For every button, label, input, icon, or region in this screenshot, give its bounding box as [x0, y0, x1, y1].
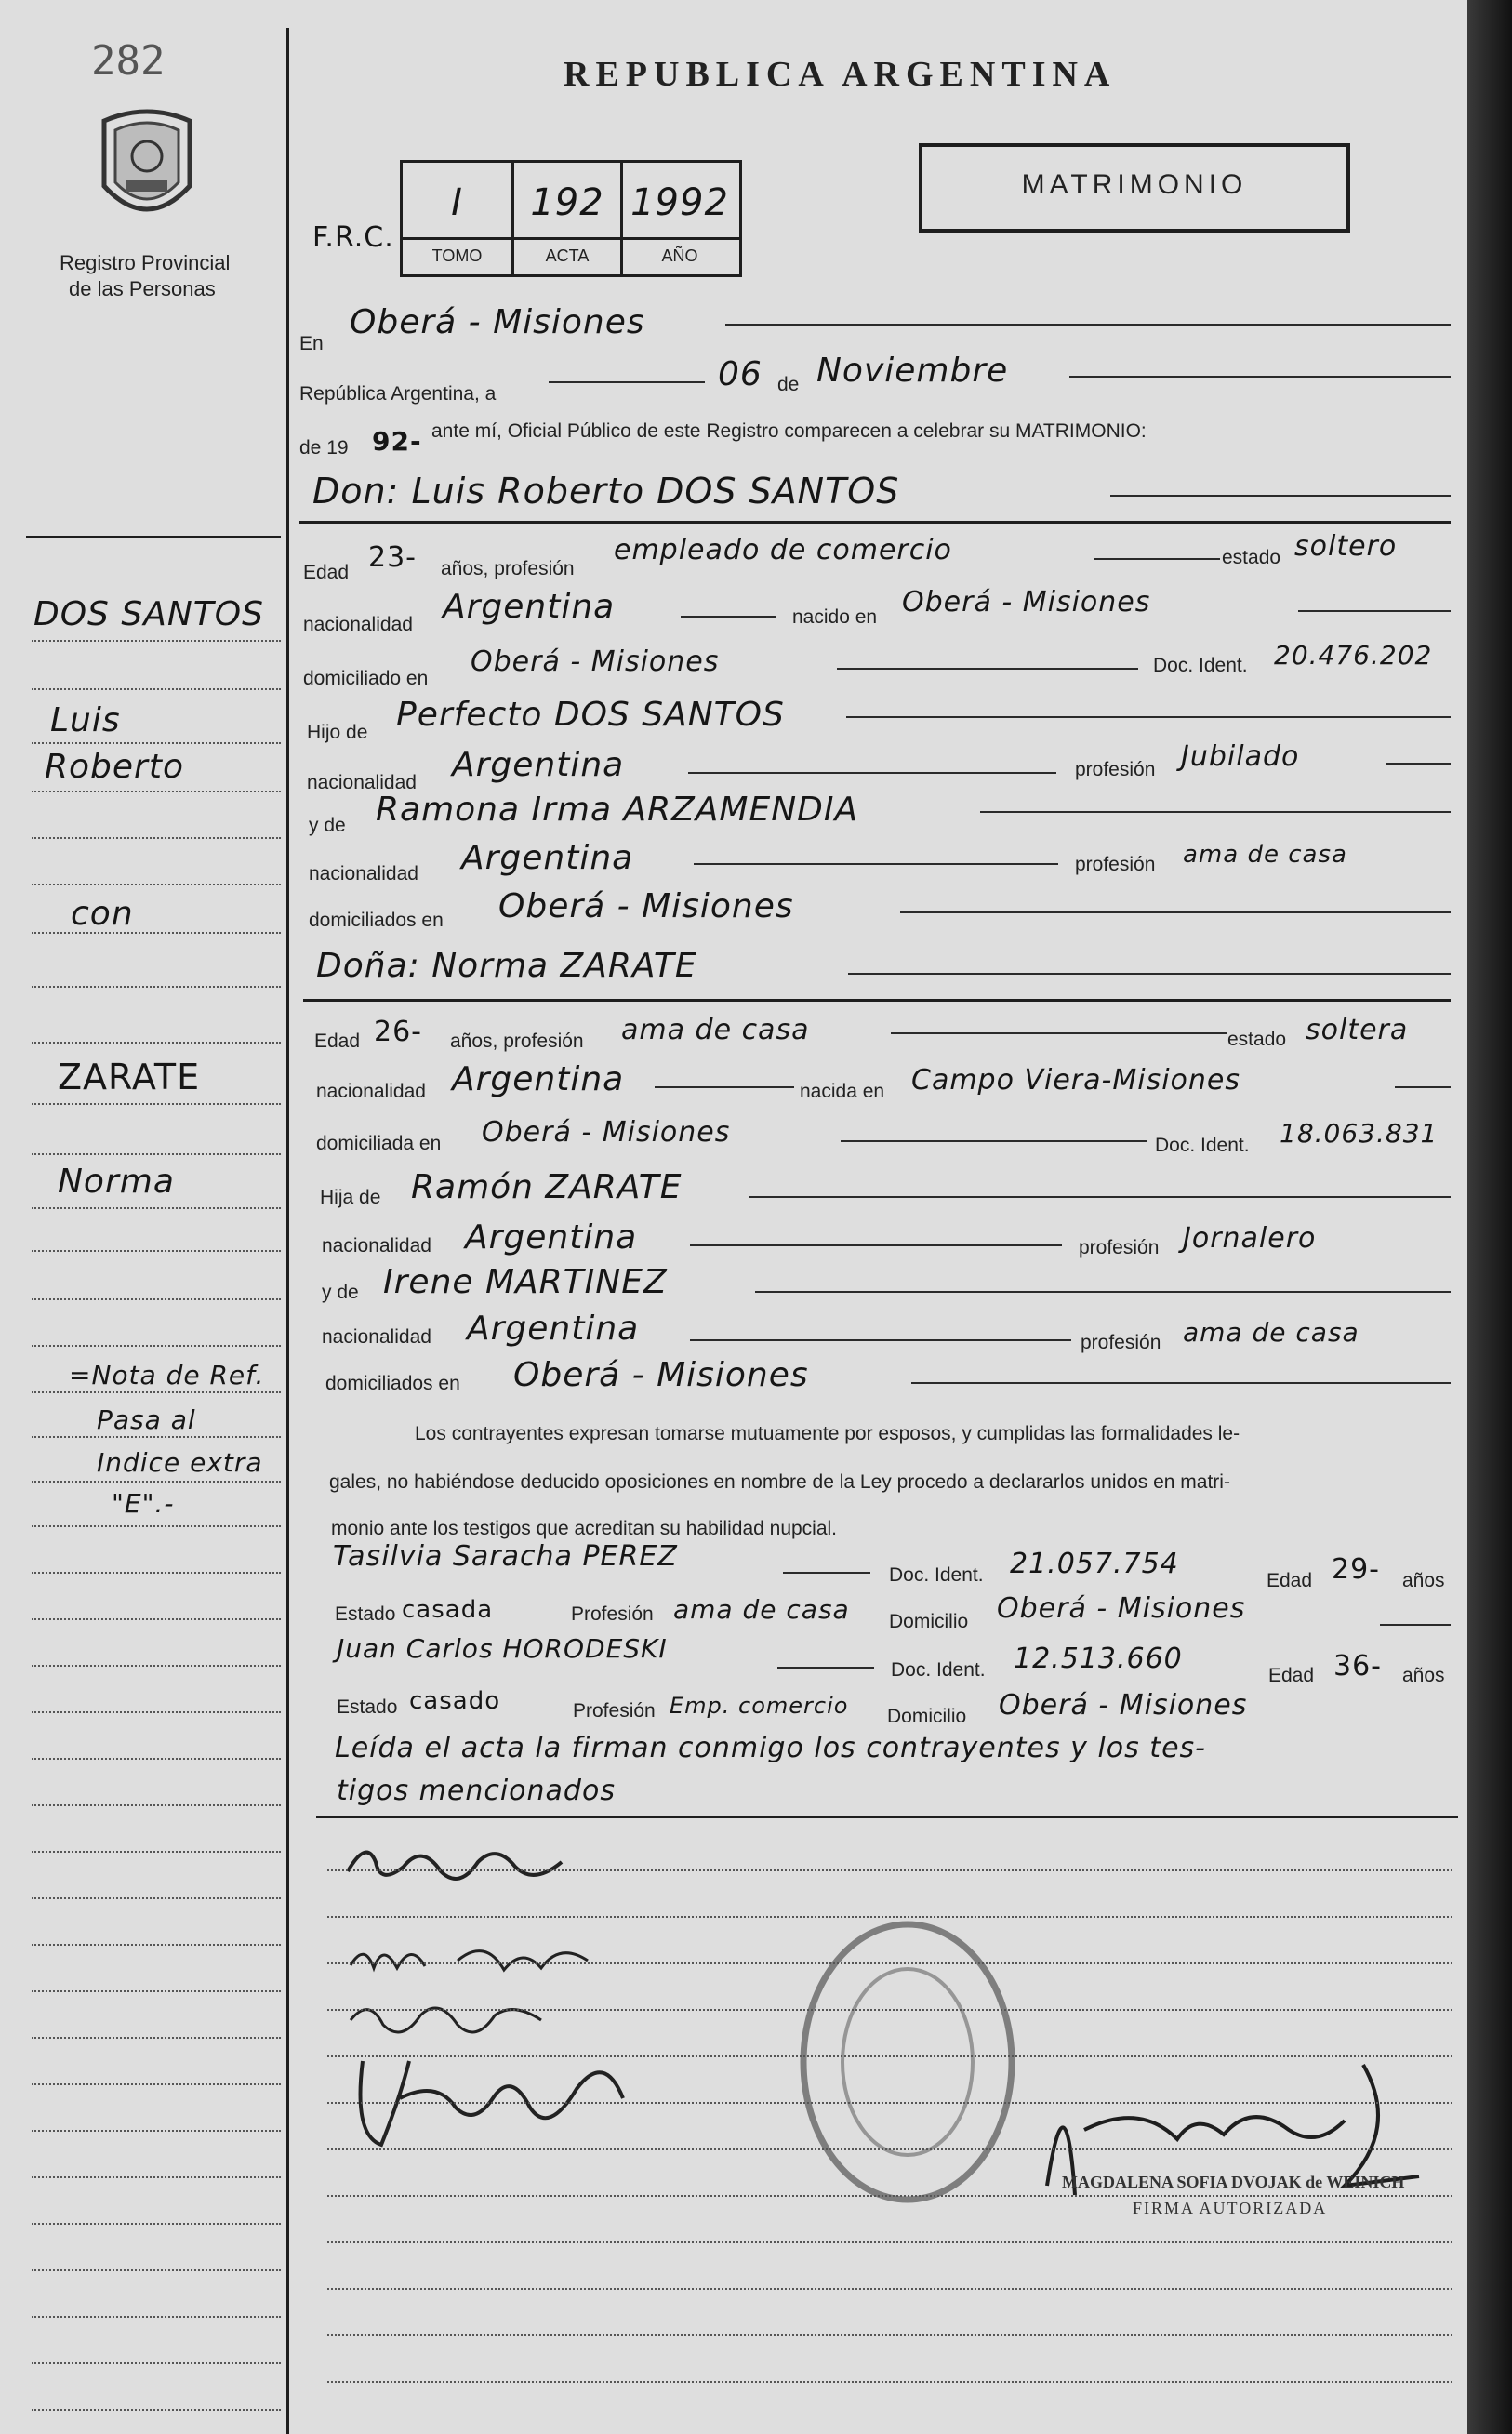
- margin-divider: [286, 28, 289, 2434]
- bride-padres-dom-label: domiciliados en: [325, 1373, 460, 1394]
- republica-label: República Argentina, a: [299, 383, 497, 405]
- registry-name-line2: de las Personas: [69, 277, 216, 300]
- margin-note2: Pasa al: [97, 1404, 196, 1435]
- fill-line: [1069, 376, 1451, 378]
- margin-guide: [32, 791, 281, 792]
- fill-line: [777, 1667, 874, 1669]
- witness2-doc-label: Doc. Ident.: [891, 1659, 986, 1681]
- groom-name: Don: Luis Roberto DOS SANTOS: [312, 471, 900, 512]
- witness2-domicilio-label: Domicilio: [887, 1706, 967, 1727]
- witness2-estado-label: Estado: [337, 1696, 398, 1718]
- page-number: 282: [91, 37, 166, 85]
- ano-label: AÑO: [661, 246, 698, 265]
- signature-guide: [327, 1869, 1452, 1871]
- witness1-profesion-label: Profesión: [571, 1603, 654, 1625]
- fill-line: [846, 716, 1451, 718]
- signature-guide: [327, 1916, 1452, 1918]
- margin-guide: [32, 1391, 281, 1393]
- witness2-profesion-label: Profesión: [573, 1700, 656, 1722]
- margin-guide: [32, 837, 281, 839]
- margin-guide: [32, 1525, 281, 1527]
- margin-guide: [32, 640, 281, 642]
- witness1-anos-label: años: [1402, 1570, 1445, 1591]
- bride-madre-nac-label: nacionalidad: [322, 1326, 431, 1348]
- bride-estado: soltera: [1306, 1014, 1409, 1046]
- bride-profesion: ama de casa: [621, 1014, 810, 1046]
- doc-type-box: [919, 143, 1350, 233]
- bride-nac-label: nacionalidad: [316, 1081, 426, 1102]
- groom-edad-label: Edad: [303, 562, 350, 583]
- margin-guide: [32, 2269, 281, 2271]
- fill-line: [841, 1140, 1147, 1142]
- signature-guide: [327, 2009, 1452, 2011]
- intro-month: Noviembre: [816, 352, 1009, 390]
- section-rule: [303, 999, 1451, 1002]
- bride-nacionalidad: Argentina: [452, 1060, 625, 1098]
- witness1-doc-label: Doc. Ident.: [889, 1564, 984, 1586]
- margin-guide: [32, 688, 281, 690]
- groom-yde-label: y de: [309, 815, 346, 836]
- signature-guide: [327, 2195, 1452, 2197]
- witness1-domicilio: Oberá - Misiones: [997, 1592, 1246, 1625]
- fill-line: [690, 1244, 1062, 1246]
- bride-yde-label: y de: [322, 1282, 359, 1303]
- closing-line2: tigos mencionados: [337, 1775, 616, 1807]
- tomo-acta-ano-table: [400, 160, 742, 277]
- groom-signature-icon: [338, 1834, 571, 1899]
- margin-guide: [32, 1665, 281, 1667]
- witness1-edad-label: Edad: [1267, 1570, 1313, 1591]
- bride-padre-prof: Jornalero: [1183, 1222, 1317, 1255]
- margin-note1: =Nota de Ref.: [69, 1360, 265, 1390]
- bride-madre-prof: ama de casa: [1183, 1317, 1359, 1348]
- groom-padres-dom-label: domiciliados en: [309, 910, 444, 931]
- bride-dom-label: domiciliada en: [316, 1133, 442, 1154]
- bride-padres-dom: Oberá - Misiones: [513, 1356, 809, 1394]
- witness1-doc: 21.057.754: [1010, 1548, 1179, 1580]
- fill-line: [690, 1339, 1071, 1341]
- bride-name: Doña: Norma ZARATE: [316, 947, 697, 985]
- year-suffix: 92-: [372, 426, 422, 457]
- groom-estado: soltero: [1294, 530, 1398, 563]
- fill-line: [848, 973, 1451, 975]
- bride-madre-nac: Argentina: [467, 1310, 640, 1348]
- frc-label: F.R.C.: [312, 221, 394, 254]
- fill-line: [783, 1572, 870, 1574]
- groom-hijo-label: Hijo de: [307, 722, 368, 743]
- margin-guide: [32, 1851, 281, 1853]
- margin-guide: [32, 1345, 281, 1347]
- margin-guide: [32, 1897, 281, 1899]
- groom-domicilio: Oberá - Misiones: [471, 645, 720, 678]
- groom-madre-prof: ama de casa: [1183, 841, 1347, 869]
- fill-line: [694, 863, 1058, 865]
- fill-line: [891, 1032, 1227, 1034]
- bride-hija-label: Hija de: [320, 1187, 381, 1208]
- margin-guide: [32, 1103, 281, 1105]
- acta-label: ACTA: [545, 246, 590, 265]
- groom-padre-prof: Jubilado: [1181, 740, 1300, 773]
- intro-day: 06: [718, 355, 763, 393]
- fill-line: [1386, 763, 1451, 765]
- signature-guide: [327, 2148, 1452, 2150]
- groom-padre-prof-label: profesión: [1075, 759, 1156, 780]
- signature-guide: [327, 2334, 1452, 2336]
- witness1-domicilio-label: Domicilio: [889, 1611, 969, 1632]
- tomo-label: TOMO: [431, 246, 483, 265]
- official-stamp-icon: [796, 1918, 1019, 2206]
- fill-line: [749, 1196, 1451, 1198]
- margin-guide: [32, 1042, 281, 1044]
- fill-line: [837, 668, 1138, 670]
- margin-guide: [32, 1758, 281, 1760]
- fill-line: [755, 1291, 1451, 1293]
- margin-note3: Indice extra: [97, 1447, 263, 1478]
- doc-type-label: MATRIMONIO: [1021, 169, 1248, 200]
- groom-nacido-label: nacido en: [792, 606, 878, 628]
- declaration-line2: gales, no habiéndose deducido oposiciones en nombre de la Ley procedo a declararlos unidos en matri-: [329, 1471, 1230, 1493]
- margin-guide: [32, 1618, 281, 1620]
- fill-line: [549, 381, 705, 383]
- witness1-estado: casada: [402, 1596, 494, 1624]
- margin-note4: "E".-: [112, 1488, 175, 1519]
- fill-line: [1094, 558, 1220, 560]
- bride-estado-label: estado: [1227, 1029, 1287, 1050]
- margin-guide: [32, 2176, 281, 2178]
- bride-doc-label: Doc. Ident.: [1155, 1135, 1250, 1156]
- fill-line: [911, 1382, 1451, 1384]
- fill-line: [725, 324, 1451, 326]
- declaration-line1: Los contrayentes expresan tomarse mutuamente por esposos, y cumplidas las formalidades le-: [415, 1423, 1240, 1444]
- margin-guide: [32, 1298, 281, 1300]
- country-title: REPUBLICA ARGENTINA: [564, 55, 1117, 94]
- acta-value: 192: [530, 181, 604, 224]
- margin-given1b: Roberto: [45, 748, 184, 786]
- margin-guide: [32, 1711, 281, 1713]
- margin-surname2: ZARATE: [58, 1057, 201, 1097]
- bride-signature-icon: [346, 1933, 597, 1988]
- official-title: FIRMA AUTORIZADA: [1133, 2199, 1328, 2217]
- margin-guide: [32, 1990, 281, 1992]
- groom-profesion: empleado de comercio: [614, 534, 952, 566]
- witness2-profesion: Emp. comercio: [670, 1693, 849, 1719]
- margin-guide: [32, 2037, 281, 2039]
- groom-doc-label: Doc. Ident.: [1153, 655, 1248, 676]
- bride-padre: Ramón ZARATE: [411, 1168, 683, 1206]
- fill-line: [980, 811, 1451, 813]
- section-rule: [299, 521, 1451, 524]
- margin-surname1: DOS SANTOS: [33, 595, 264, 633]
- registry-seal-icon: [95, 102, 199, 233]
- margin-guide: [32, 1804, 281, 1806]
- margin-con: con: [71, 895, 134, 933]
- margin-guide: [32, 2316, 281, 2318]
- margin-guide: [32, 742, 281, 744]
- bride-nacida-label: nacida en: [800, 1081, 885, 1102]
- groom-padre: Perfecto DOS SANTOS: [396, 696, 785, 734]
- fill-line: [1395, 1086, 1451, 1088]
- witness1-profesion: ama de casa: [673, 1594, 850, 1625]
- bride-domicilio: Oberá - Misiones: [482, 1116, 731, 1149]
- signature-guide: [327, 2288, 1452, 2290]
- intro-place: Oberá - Misiones: [350, 303, 645, 341]
- fill-line: [1298, 610, 1451, 612]
- groom-anos-label: años, profesión: [441, 558, 575, 579]
- signature-guide: [327, 2102, 1452, 2104]
- margin-guide: [32, 2130, 281, 2132]
- bride-madre-prof-label: profesión: [1081, 1332, 1161, 1353]
- margin-given2: Norma: [58, 1163, 175, 1201]
- margin-guide: [32, 1481, 281, 1483]
- margin-rule: [26, 536, 281, 538]
- witness1-estado-label: Estado: [335, 1603, 396, 1625]
- fill-line: [655, 1086, 794, 1088]
- groom-madre-nac-label: nacionalidad: [309, 863, 418, 884]
- groom-padres-dom: Oberá - Misiones: [498, 887, 794, 925]
- de-label: de: [777, 374, 800, 395]
- groom-madre-nac: Argentina: [461, 839, 634, 877]
- witness2-domicilio: Oberá - Misiones: [999, 1689, 1248, 1722]
- registry-name-line1: Registro Provincial: [60, 251, 231, 274]
- margin-guide: [32, 932, 281, 934]
- bride-nacida: Campo Viera-Misiones: [911, 1064, 1240, 1097]
- margin-guide: [32, 884, 281, 885]
- margin-guide: [32, 1207, 281, 1209]
- groom-madre-prof-label: profesión: [1075, 854, 1156, 875]
- margin-guide: [32, 2362, 281, 2364]
- witness2-estado: casado: [409, 1687, 501, 1715]
- fill-line: [900, 911, 1451, 913]
- witness1-edad: 29-: [1332, 1553, 1380, 1586]
- margin-given1a: Luis: [50, 701, 121, 739]
- margin-guide: [32, 1436, 281, 1438]
- margin-guide: [32, 1572, 281, 1574]
- groom-padre-nac: Argentina: [452, 746, 625, 784]
- signature-guide: [327, 2241, 1452, 2243]
- groom-nacido: Oberá - Misiones: [902, 586, 1151, 618]
- intro-text: ante mí, Oficial Público de este Registro comparecen a celebrar su MATRIMONIO:: [431, 420, 1147, 442]
- tomo-value: I: [451, 181, 463, 224]
- en-label: En: [299, 333, 324, 354]
- closing-line1: Leída el acta la firman conmigo los contrayentes y los tes-: [335, 1732, 1206, 1764]
- margin-guide: [32, 986, 281, 988]
- fill-line: [688, 772, 1056, 774]
- witness2-doc: 12.513.660: [1014, 1643, 1183, 1675]
- margin-guide: [32, 2409, 281, 2411]
- witness2-name: Juan Carlos HORODESKI: [337, 1633, 668, 1664]
- bride-doc: 18.063.831: [1280, 1118, 1439, 1149]
- witness2-edad-label: Edad: [1268, 1665, 1315, 1686]
- margin-guide: [32, 2223, 281, 2225]
- groom-nacionalidad: Argentina: [443, 588, 616, 626]
- ano-value: 1992: [630, 181, 729, 224]
- bride-edad-label: Edad: [314, 1031, 361, 1052]
- fill-line: [681, 616, 776, 618]
- groom-dom-label: domiciliado en: [303, 668, 429, 689]
- groom-padre-nac-label: nacionalidad: [307, 772, 417, 793]
- year-prefix: de 19: [299, 437, 349, 459]
- margin-guide: [32, 1250, 281, 1252]
- bride-edad: 26-: [374, 1016, 422, 1048]
- bride-anos-label: años, profesión: [450, 1031, 584, 1052]
- fill-line: [1380, 1624, 1451, 1626]
- signature-guide: [327, 2381, 1452, 2383]
- groom-nac-label: nacionalidad: [303, 614, 413, 635]
- bride-madre: Irene MARTINEZ: [383, 1263, 668, 1301]
- bride-padre-prof-label: profesión: [1079, 1237, 1160, 1258]
- witness1-name: Tasilvia Saracha PEREZ: [333, 1540, 678, 1573]
- margin-guide: [32, 1153, 281, 1155]
- margin-guide: [32, 2083, 281, 2085]
- page-edge: [1467, 0, 1512, 2434]
- official-name: MAGDALENA SOFIA DVOJAK de WEINICH: [1062, 2173, 1405, 2191]
- bride-padre-nac: Argentina: [465, 1218, 638, 1257]
- groom-doc: 20.476.202: [1274, 640, 1433, 671]
- signature-guide: [327, 2055, 1452, 2057]
- witness2-edad: 36-: [1333, 1650, 1382, 1683]
- bride-padre-nac-label: nacionalidad: [322, 1235, 431, 1257]
- signature-guide: [327, 1962, 1452, 1964]
- witness1-signature-icon: [346, 1992, 550, 2048]
- witness2-anos-label: años: [1402, 1665, 1445, 1686]
- groom-edad: 23-: [368, 541, 417, 574]
- groom-estado-label: estado: [1222, 547, 1281, 568]
- margin-guide: [32, 1944, 281, 1946]
- fill-line: [1110, 495, 1451, 497]
- groom-madre: Ramona Irma ARZAMENDIA: [376, 791, 859, 829]
- closing-rule: [316, 1816, 1458, 1818]
- declaration-line3: monio ante los testigos que acreditan su habilidad nupcial.: [331, 1518, 838, 1539]
